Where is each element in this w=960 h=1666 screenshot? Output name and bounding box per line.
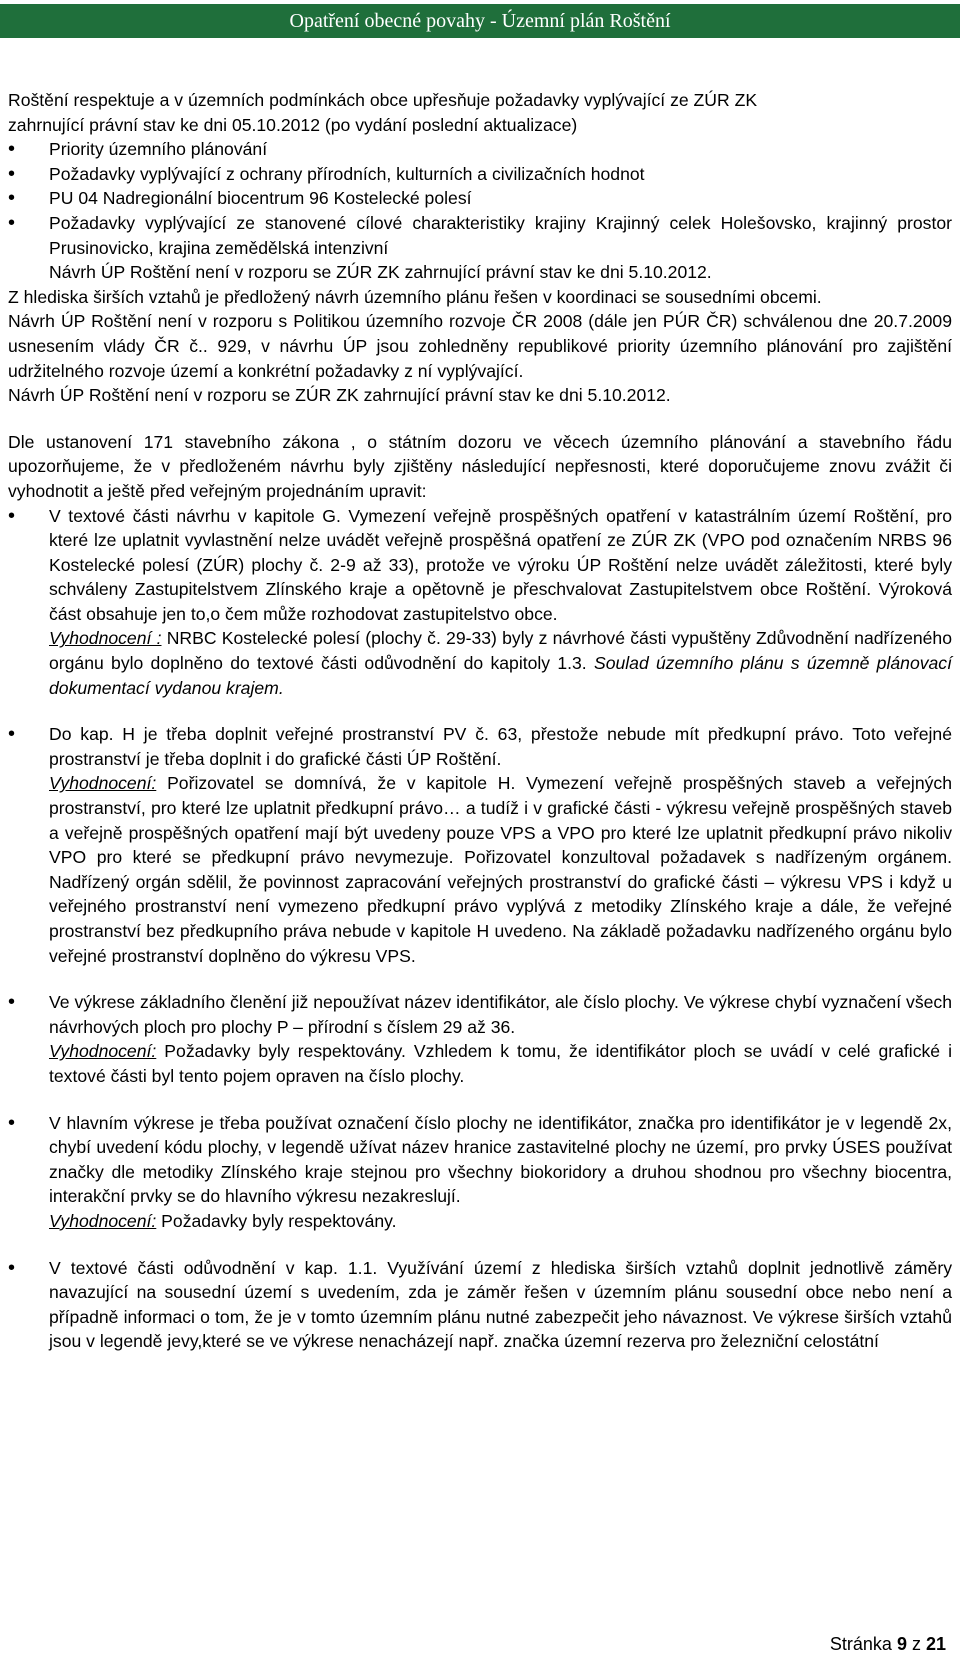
evaluation-label: Vyhodnocení:: [49, 1210, 157, 1231]
paragraph-wider-relations: Z hlediska širších vztahů je předložený návrh územního plánu řešen v koordinaci se sousedními obcemi.: [8, 286, 822, 307]
page-footer: [830, 1634, 946, 1655]
list-item: [8, 211, 952, 285]
evaluation-italic: Soulad územního plánu s územně plánovací dokumentací vydanou krajem.: [49, 653, 952, 698]
list-item-finding-1: [8, 504, 952, 701]
evaluation-label: Vyhodnocení:: [49, 773, 157, 794]
finding-text: V textové části odůvodnění v kap. 1.1. Využívání území z hlediska širších vztahů doplnit jednotlivě záměry navazující na sousední území s uvedením, zda je záměr řešen v územním plánu sousední obce nebo není a případně informaci o tom, že je v tomto územním plánu nutné zabezpečit jeho návaznost. Ve výkrese širších vztahů jsou v legendě jevy,které se ve výkrese nenacházejí např. značka územní rezerva pro železniční celostátní: [49, 1257, 952, 1352]
list-item-finding-5: [8, 1256, 952, 1354]
list-item-finding-2: [8, 722, 952, 968]
findings-list-4: [8, 1111, 952, 1234]
finding-text: V hlavním výkrese je třeba používat označení číslo plochy ne identifikátor, značka pro identifikátor je v legendě 2x, chybí uvedení kódu plochy, v legendě užívat název hranice zastavitelné plochy ne území, pro prvky ÚSES používat značky dle metodiky Zlínského kraje stejnou pro všechny biokoridory a druhou shodnou pro všechny biocentra, interakční prvky se do hlavního výkresu nezakreslují.: [49, 1112, 952, 1207]
findings-list-2: [8, 722, 952, 968]
findings-list-5: [8, 1256, 952, 1354]
page-body: [8, 88, 952, 1354]
list-item: • Priority územního plánování: [8, 137, 952, 162]
finding-text: Ve výkrese základního členění již nepoužívat název identifikátor, ale číslo plochy. Ve výkrese chybí vyznačení všech návrhových ploch pro plochy P – přírodní s číslem 29 až 36.: [49, 992, 952, 1037]
intro-line-2: zahrnující právní stav ke dni 05.10.2012 (po vydání poslední aktualizace): [8, 114, 578, 135]
intro-line-1: Roštění respektuje a v územních podmínkách obce upřesňuje požadavky vyplývající ze ZÚR ZK: [8, 90, 758, 110]
list-item: • PU 04 Nadregionální biocentrum 96 Kostelecké polesí: [8, 186, 952, 211]
zur-conclusion: Návrh ÚP Roštění není v rozporu se ZÚR ZK zahrnující právní stav ke dni 5.10.2012.: [49, 262, 712, 283]
paragraph-pur: Návrh ÚP Roštění není v rozporu s Politikou územního rozvoje ČR 2008 (dále jen PÚR ČR) schválenou dne 20.7.2009 usnesením vlády ČR č.. 929, v návrhu ÚP jsou zohledněny republikové priority územního plánování pro zajištění udržitelného rozvoje území a konkrétní požadavky z ní vyplývající.: [8, 311, 952, 381]
findings-list: [8, 504, 952, 701]
footer-total-pages: 21: [925, 1634, 946, 1654]
footer-page-number: 9: [896, 1634, 907, 1654]
paragraph-zur-compliance: Návrh ÚP Roštění není v rozporu se ZÚR ZK zahrnující právní stav ke dni 5.10.2012.: [8, 385, 671, 406]
header-title: Opatření obecné povahy - Územní plán Roštění: [289, 10, 671, 32]
zur-requirements-list: [8, 137, 952, 285]
evaluation-text: Pořizovatel se domnívá, že v kapitole H. Vymezení veřejně prospěšných staveb a veřejných prostranství, pro které lze uplatnit předkupní právo… a tudíž i v grafické části - výkresu veřejně prospěšných staveb a veřejně prospěšných opatření mají být uvedeny pouze VPS a VPO pro které lze uplatnit předkupní právo nikoliv VPO pro které se předkupní právo nevymezuje. Pořizovatel konzultoval požadavek s nadřízeným orgánem. Nadřízený orgán sdělil, že povinnost zapracování veřejných prostranství do grafické části – výkresu VPS i když u veřejného prostranství není vymezeno předkupní právo vyplývá z metodiky Zlínského kraje a dále, že veřejné prostranství bez předkupního práva nebude v kapitole H uvedeno. Na základě požadavku nadřízeného orgánu bylo veřejné prostranství doplněno do výkresu VPS.: [49, 773, 952, 966]
evaluation-text: Požadavky byly respektovány. Vzhledem k tomu, že identifikátor ploch se uvádí v celé grafické i textové části byl tento pojem opraven na číslo plochy.: [49, 1041, 952, 1086]
intro-paragraph: [8, 88, 952, 137]
list-item: • Požadavky vyplývající z ochrany přírodních, kulturních a civilizačních hodnot: [8, 162, 952, 187]
evaluation-label: Vyhodnocení :: [49, 628, 162, 649]
finding-text: Do kap. H je třeba doplnit veřejné prostranství PV č. 63, přestože nebude mít předkupní právo. Toto veřejné prostranství je třeba doplnit i do grafické části ÚP Roštění.: [49, 724, 952, 769]
list-item-finding-4: [8, 1111, 952, 1234]
footer-label: Stránka: [829, 1634, 897, 1654]
findings-list-3: [8, 990, 952, 1088]
evaluation-text: Požadavky byly respektovány.: [156, 1210, 397, 1231]
footer-separator: z: [906, 1634, 926, 1654]
document-header: [0, 4, 960, 38]
evaluation-label: Vyhodnocení:: [49, 1041, 157, 1062]
evaluation-text: NRBC Kostelecké polesí (plochy č. 29-33) byly z návrhové části vypuštěny Zdůvodnění nadřízeného orgánu bylo doplněno do textové části odůvodnění do kapitoly 1.3.: [49, 628, 953, 674]
paragraph-statutory-notice: Dle ustanovení 171 stavebního zákona , o státním dozoru ve věcech územního plánování a stavebního řádu upozorňujeme, že v předloženém návrhu byly zjištěny následující nepřesnosti, které doporučujeme znovu zvážit či vyhodnotit a ještě před veřejným projednáním upravit:: [8, 431, 952, 501]
finding-text: V textové části návrhu v kapitole G. Vymezení veřejně prospěšných opatření v katastrálním území Roštění, pro které lze uplatnit vyvlastnění nelze uvádět veřejně prospěšná opatření ze ZÚR ZK (VPO pod označením NRBS 96 Kostelecké polesí (ZÚR) plochy č. 2-9 až 33), protože ve výroku ÚP Roštění nelze uvádět záležitosti, které byly schváleny Zastupitelstvem Zlínského kraje a opětovně je přeschvalovat Zastupitelstvem obce Roštění. Výroková část obsahuje jen to,o čem může rozhodovat zastupitelstvo obce.: [49, 505, 952, 624]
list-item-finding-3: [8, 990, 952, 1088]
list-item-text: Požadavky vyplývající ze stanovené cílové charakteristiky krajiny Krajinný celek Holešovsko, krajinný prostor Prusinovicko, krajina zemědělská intenzivní: [49, 212, 952, 258]
